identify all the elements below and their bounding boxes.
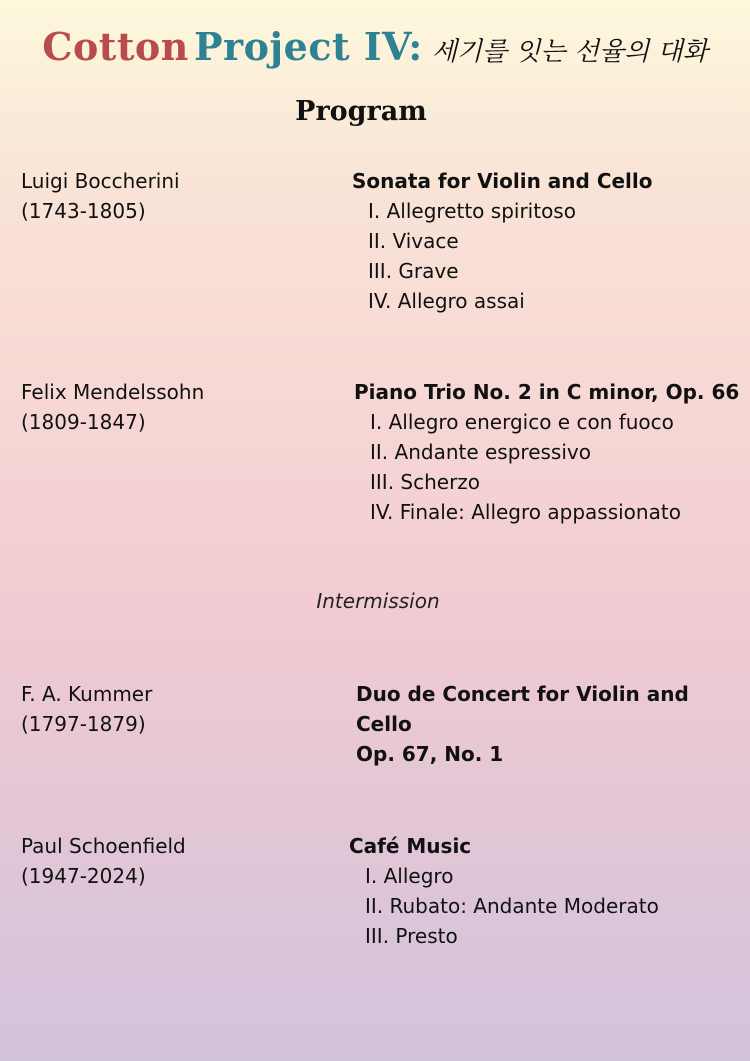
movement: IV. Finale: Allegro appassionato xyxy=(370,500,681,524)
composer-dates: (1743-1805) xyxy=(21,199,146,223)
title-korean-subtitle: 세기를 잇는 선율의 대화 xyxy=(431,37,708,67)
concert-title xyxy=(0,24,750,69)
composer-block xyxy=(21,377,204,437)
work-block xyxy=(349,831,659,951)
composer-dates: (1797-1879) xyxy=(21,712,146,736)
movement: II. Andante espressivo xyxy=(370,440,591,464)
work-title: Sonata for Violin and Cello xyxy=(352,169,653,193)
work-opus: Op. 67, No. 1 xyxy=(356,742,504,766)
movement: III. Grave xyxy=(368,259,459,283)
composer-dates: (1947-2024) xyxy=(21,864,146,888)
composer-name: Felix Mendelssohn xyxy=(21,380,205,404)
composer-block xyxy=(21,166,180,226)
composer-block xyxy=(21,831,186,891)
intermission-label: Intermission xyxy=(316,589,440,613)
work-block xyxy=(352,166,653,316)
composer-name: Paul Schoenfield xyxy=(21,834,186,858)
program-heading: Program xyxy=(295,96,427,127)
movement: III. Scherzo xyxy=(370,470,481,494)
work-block xyxy=(354,377,739,527)
composer-block xyxy=(21,679,152,739)
title-cotton: Cotton xyxy=(42,24,189,69)
movement: I. Allegretto spiritoso xyxy=(368,199,576,223)
movement: I. Allegro energico e con fuoco xyxy=(370,410,674,434)
movement: II. Rubato: Andante Moderato xyxy=(365,894,659,918)
composer-name: Luigi Boccherini xyxy=(21,169,180,193)
composer-dates: (1809-1847) xyxy=(21,410,146,434)
title-project: Project IV: xyxy=(193,24,423,69)
movement: IV. Allegro assai xyxy=(368,289,525,313)
movement: II. Vivace xyxy=(368,229,459,253)
composer-name: F. A. Kummer xyxy=(21,682,153,706)
work-block xyxy=(356,679,750,769)
work-title: Piano Trio No. 2 in C minor, Op. 66 xyxy=(354,380,740,404)
work-title: Café Music xyxy=(349,834,472,858)
work-title: Duo de Concert for Violin and Cello xyxy=(356,682,689,736)
movement: III. Presto xyxy=(365,924,458,948)
movement: I. Allegro xyxy=(365,864,454,888)
